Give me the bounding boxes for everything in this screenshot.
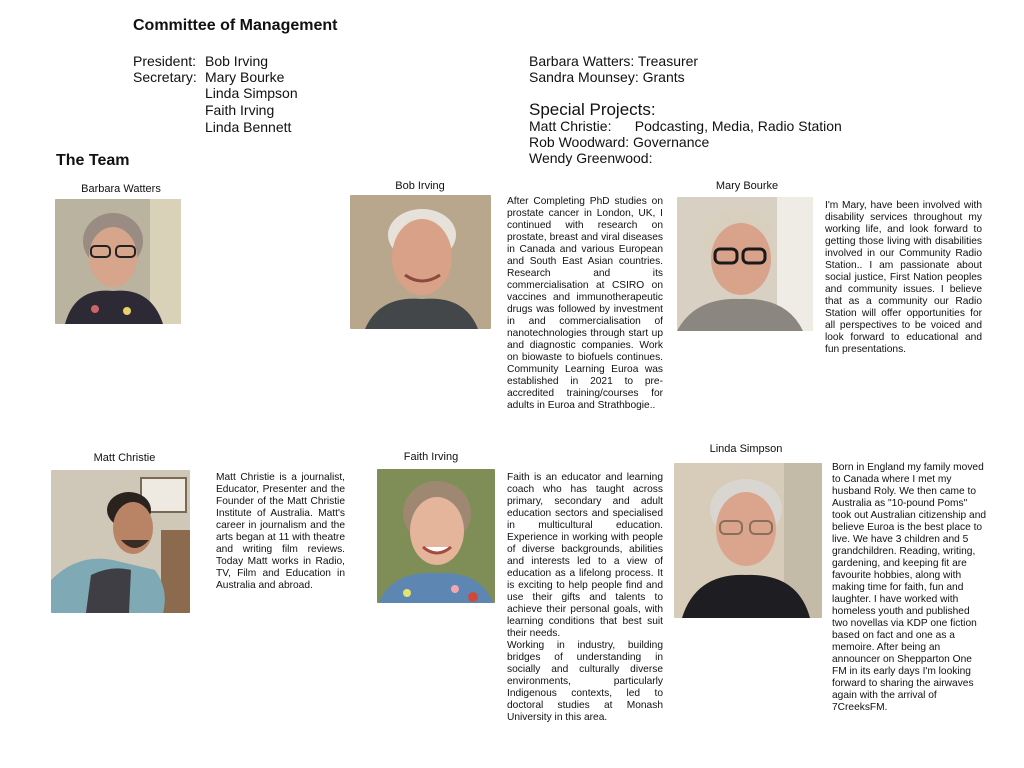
committee-member: Faith Irving: [205, 102, 275, 118]
treasurer-line: Barbara Watters: Treasurer: [529, 53, 699, 69]
special-projects-title: Special Projects:: [529, 100, 656, 119]
team-member-name: Linda Simpson: [709, 443, 783, 455]
team-heading: The Team: [56, 152, 130, 169]
team-member-bio-paragraph: Working in industry, building bridges of understanding in socially and culturally diverse environments, particularly Indigenous contexts, led to doctoral studies at Monash University in this area.: [507, 640, 663, 723]
team-member-bio: Matt Christie is a journalist, Educator, Presenter and the Founder of the Matt Christie Institute of Australia. Matt's career in journalism and the arts began at 11 with theatre and writing film reviews. Today Matt works in Radio, TV, Film and Education in Australia and abroad.: [216, 472, 345, 591]
secretary-name: Mary Bourke: [205, 69, 285, 85]
team-member-photo: [677, 197, 813, 331]
team-member-bio: [507, 472, 663, 724]
team-member-photo: [674, 463, 822, 618]
special-project-line: Rob Woodward: Governance: [529, 134, 710, 150]
committee-member: Linda Simpson: [205, 85, 298, 101]
special-project-line: Wendy Greenwood:: [529, 150, 653, 166]
president-label: President:: [133, 53, 197, 69]
team-member-name: Mary Bourke: [715, 180, 779, 192]
team-member-photo: [55, 199, 181, 324]
team-member-name: Matt Christie: [93, 452, 156, 464]
president-name: Bob Irving: [205, 53, 269, 69]
secretary-label: Secretary:: [133, 69, 197, 85]
team-member-bio-paragraph: Faith is an educator and learning coach who has taught across primary, secondary and adult education sectors and specialised in multicultural education. Experience in working with people of diverse backgrounds, abilities and interests led to a view of education as a lifelong process. It is exciting to help people find and use their gifts and talents to achieve their personal goals, with learning conditions that best suit their needs.: [507, 472, 663, 639]
team-member-name: Faith Irving: [403, 451, 459, 463]
team-member-photo: [51, 470, 190, 613]
team-member-bio: Born in England my family moved to Canada where I met my husband Roly. We then came to Australia as "10-pound Poms" took out Australian citizenship and believe Euroa is the best place to live. We have 3 children and 5 grandchildren. Reading, writing, gardening, and keeping fit are favourite hobbies, along with making time for faith, fun and laughter. I have worked with homeless youth and published two novellas via KDP one fiction based on fact and one as a memoire. After being an announcer on Shepparton One FM in its early days I'm looking forward to sharing the airwaves again with the arrival of 7CreeksFM.: [832, 462, 987, 713]
team-member-photo: [350, 195, 491, 329]
team-member-name: Bob Irving: [395, 180, 445, 192]
team-member-bio: After Completing PhD studies on prostate cancer in London, UK, I continued with research on prostate, breast and viral diseases in Canada and various European and South East Asian countries. Research and its commercialisation at CSIRO on vaccines and immunotherapeutic drugs was followed by investment in and commercialisation of nanotechnologies through start up and diagnostic companies. Work on biowaste to biofuels continues. Community Learning Euroa was established in 2021 to pre-accredited training/courses for adults in Euroa and Strathbogie..: [507, 196, 663, 411]
team-member-photo: [377, 469, 495, 603]
special-project-line: Matt Christie: Podcasting, Media, Radio Station: [529, 118, 842, 134]
grants-line: Sandra Mounsey: Grants: [529, 69, 685, 85]
committee-title: Committee of Management: [133, 17, 338, 34]
team-member-bio: I'm Mary, have been involved with disability services throughout my working life, and look forward to getting those living with disabilities involved in our Community Radio Station.. I am passionate about social justice, First Nation peoples and community issues. I believe that as a community our Radio Station will offer opportunities for all perspectives to be voiced and look forward to educational and fun presentations.: [825, 200, 982, 355]
committee-member: Linda Bennett: [205, 119, 292, 135]
team-member-name: Barbara Watters: [81, 183, 161, 195]
